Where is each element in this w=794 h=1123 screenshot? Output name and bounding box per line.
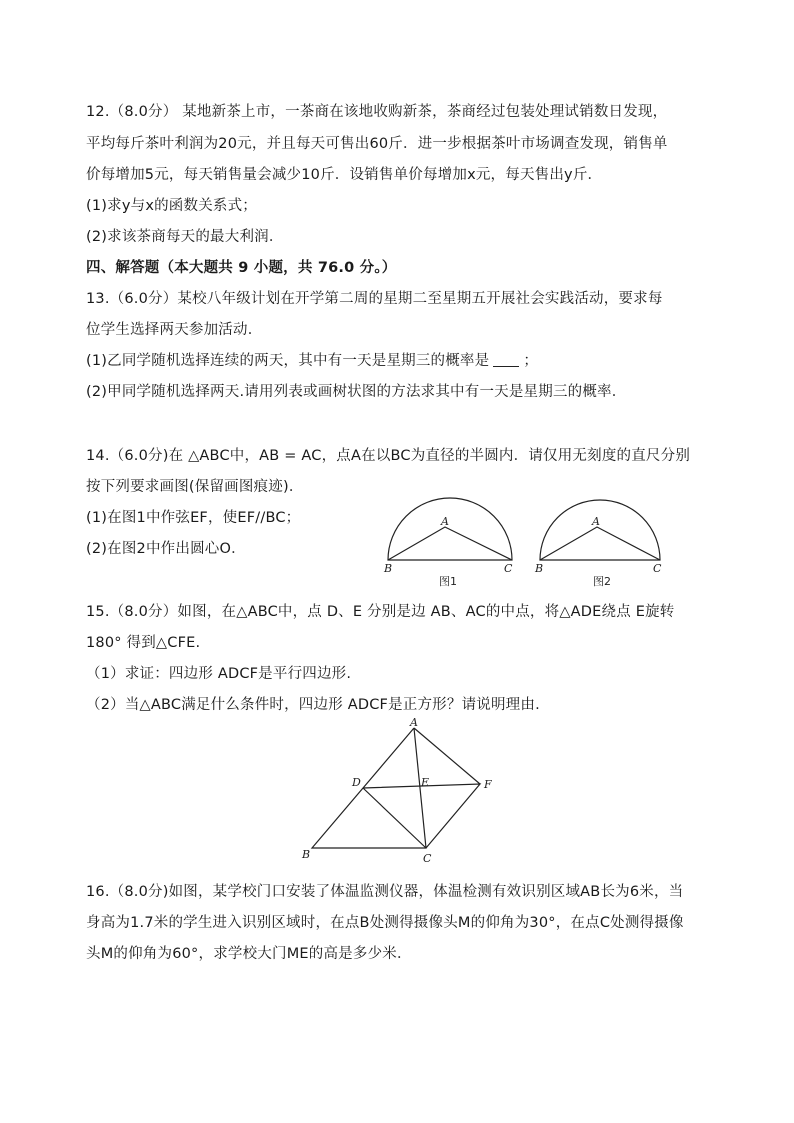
q13-part-1-text: (1)乙同学随机选择连续的两天，其中有一天是星期三的概率是 xyxy=(86,353,490,369)
q14-figures xyxy=(378,494,678,594)
q15-part-1: （1）求证：四边形 ADCF是平行四边形. xyxy=(86,666,352,682)
q15-part-2: （2）当△ABC满足什么条件时，四边形 ADCF是正方形？请说明理由. xyxy=(86,697,540,713)
label-c: C xyxy=(423,852,432,865)
caption-figure-2: 图2 xyxy=(593,575,611,588)
triangle-abc-1 xyxy=(388,527,512,560)
q16-line-2: 身高为1.7米的学生进入识别区域时，在点B处测得摄像头M的仰角为30°，在点C处测得摄像 xyxy=(86,915,684,931)
q12-part-1: (1)求y与x的函数关系式； xyxy=(86,198,258,214)
q12-line-3: 价每增加5元，每天销售量会减少10斤．设销售单价每增加x元，每天售出y斤． xyxy=(86,167,603,183)
q13-line-2: 位学生选择两天参加活动． xyxy=(86,322,263,338)
q12-line-1: 12.（8.0分） 某地新茶上市，一茶商在该地收购新茶，茶商经过包装处理试销数日发现， xyxy=(86,104,668,120)
q13-part-1 xyxy=(86,351,726,371)
triangle-abc-2 xyxy=(540,527,660,560)
label-b-2: B xyxy=(535,562,544,575)
label-c-1: C xyxy=(504,562,513,575)
answer-blank xyxy=(493,352,519,367)
label-c-2: C xyxy=(653,562,662,575)
q16-line-1: 16.（8.0分)如图，某学校门口安装了体温监测仪器，体温检测有效识别区域AB长为6米，当 xyxy=(86,884,684,900)
figure-2 xyxy=(534,500,662,588)
q15-line-2: 180° 得到△CFE. xyxy=(86,635,201,651)
label-b: B xyxy=(302,848,311,861)
q14-line-2: 按下列要求画图(保留画图痕迹)． xyxy=(86,479,304,495)
q13-line-1: 13.（6.0分）某校八年级计划在开学第二周的星期二至星期五开展社会实践活动，要求每 xyxy=(86,291,663,307)
label-f: F xyxy=(484,778,492,791)
label-a: A xyxy=(410,716,418,729)
q13-part-1-end: ； xyxy=(523,353,539,369)
section-4-header: 四、解答题（本大题共 9 小题，共 76.0 分。） xyxy=(86,260,397,276)
q14-line-1: 14.（6.0分)在 △ABC中，AB = AC，点A在以BC为直径的半圆内．请仅用无刻度的直尺分别 xyxy=(86,448,691,464)
caption-figure-1: 图1 xyxy=(439,575,457,588)
label-d: D xyxy=(352,776,361,789)
segment-d-f-c xyxy=(363,784,480,848)
q15-figure xyxy=(296,716,508,866)
label-a-2: A xyxy=(592,515,600,528)
q12-part-2: (2)求该茶商每天的最大利润． xyxy=(86,229,284,245)
q14-part-2: (2)在图2中作出圆心O． xyxy=(86,541,246,557)
q12-line-2: 平均每斤茶叶利润为20元，并且每天可售出60斤．进一步根据茶叶市场调查发现，销售单 xyxy=(86,136,668,152)
segment-d-c xyxy=(363,788,426,848)
q14-part-1: (1)在图1中作弦EF，使EF//BC； xyxy=(86,510,301,526)
q13-part-2: (2)甲同学随机选择两天.请用列表或画树状图的方法求其中有一天是星期三的概率． xyxy=(86,384,627,400)
q16-line-3: 头M的仰角为60°，求学校大门ME的高是多少米． xyxy=(86,946,412,962)
label-a-1: A xyxy=(441,515,449,528)
label-e: E xyxy=(421,776,430,789)
label-b-1: B xyxy=(384,562,393,575)
q15-line-1: 15.（8.0分）如图，在△ABC中，点 D、E 分别是边 AB、AC的中点，将△ADE绕点 E旋转 xyxy=(86,604,675,620)
figure-1 xyxy=(383,498,513,588)
